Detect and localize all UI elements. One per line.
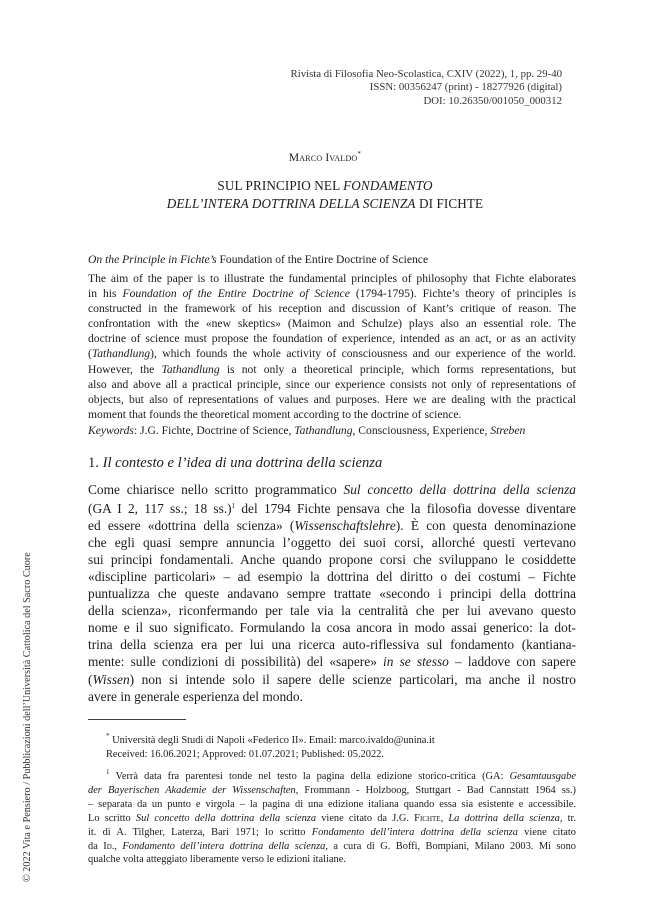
- english-title: [88, 253, 576, 266]
- body-line: che egli quasi sempre annuncia l’oggetto dei suoi corsi, allorché questi vertevano: [88, 535, 576, 551]
- section-heading: [88, 455, 576, 472]
- article-title: [0, 177, 650, 213]
- footnote-ref[interactable]: 1: [231, 502, 236, 511]
- footnote-line: qualche volta atteggiato liberamente verso le edizioni italiane.: [88, 854, 346, 866]
- author-text: Marco Ivaldo: [288, 152, 358, 164]
- abstract-line: The aim of the paper is to illustrate the fundamental principles of philosophy that Fichte elaborates: [88, 272, 576, 285]
- keywords: Keywords: J.G. Fichte, Doctrine of Science, Tathandlung, Consciousness, Experience, Streben: [88, 424, 526, 437]
- title-part: DI FICHTE: [415, 196, 484, 211]
- abstract-line: moment that founds the theoretical moment according to the doctrine of science.: [88, 407, 462, 421]
- body-line: Come chiarisce nello scritto programmatico Sul concetto della dottrina della scienza: [88, 482, 576, 497]
- abstract-line: doctrine of science must propose the foundation of experience, intended as an act, or as an activity: [88, 332, 576, 346]
- body-line: (Wissen) non si intende solo il sapere delle scienze particolari, ma anche il nostro: [88, 671, 576, 687]
- abstract-line: in his Foundation of the Entire Doctrine of Science (1794-1795). Fichte’s theory of principles is: [88, 287, 576, 301]
- body-line: nome e il suo significato. Formulando la cosa ancora in modo assai generico: la dot-: [88, 620, 576, 636]
- abstract: [88, 271, 576, 422]
- body-line: (GA I 2, 117 ss.; 18 ss.)$^1$ del 1794 Fichte pensava che la filosofia dovesse diventare: [88, 501, 576, 517]
- body-line: puntualizza che queste andavano sempre trattate «secondo i principi della dottrina: [88, 586, 576, 602]
- body-text: [88, 481, 576, 705]
- abstract-line: constructed in the framework of his reception and discussion of Kant’s critique of reason. The: [88, 302, 576, 316]
- journal-citation: Rivista di Filosofia Neo-Scolastica, CXIV (2022), 1, pp. 29-40: [290, 68, 562, 80]
- body-line: sui principi fondamentali. Anche quando propone corsi che sviluppano le cosiddette: [88, 552, 576, 568]
- abstract-line: confrontation with the «new skeptics» (Maimon and Schulze) plays also an essential role. The: [88, 317, 576, 331]
- footnote-line: da Id., Fondamento dell’intera dottrina della scienza, a cura di G. Boffi, Bompiani, Milano 2003. Mi sono: [88, 840, 577, 852]
- english-title-roman: Foundation of the Entire Doctrine of Science: [216, 253, 429, 266]
- body-line: mente: sulle condizioni di possibilità) del «sapere» in se stesso – laddove con sapere: [88, 654, 576, 670]
- footnote-line: der Bayerischen Akademie der Wissenschaften, Frommann - Holzboog, Stuttgart - Bad Cannstatt 1964 ss.): [88, 784, 576, 796]
- english-title-italic: On the Principle in Fichte’s: [88, 253, 217, 266]
- journal-info: [291, 68, 563, 108]
- title-part-italic: FONDAMENTO: [343, 178, 433, 193]
- body-line: della scienza», riconfermando per tale via la centralità che per lui avevano questo: [88, 603, 576, 619]
- abstract-line: (Tathandlung), which founds the whole activity of consciousness and our experience of the world.: [88, 347, 576, 361]
- footnote-line: – separata da un punto e virgola – la pagina di una edizione italiana quando essa sia esistente e accessibile.: [88, 798, 576, 810]
- footnote-divider: [88, 719, 186, 720]
- title-line-1: [0, 177, 650, 195]
- title-line-2: [0, 195, 650, 213]
- copyright-text: © 2022 Vita e Pensiero / Pubblicazioni dell’Università Cattolica del Sacro Cuore: [22, 552, 33, 882]
- body-line: «discipline particolari» – ad esempio la dottrina del diritto o dei costumi – Fichte: [88, 569, 576, 585]
- abstract-line: objects, but also of representations of values and purposes. Here we are dealing with the practical: [88, 392, 576, 406]
- footnote-line: Received: 16.06.2021; Approved: 01.07.2021; Published: 05.2022.: [106, 748, 384, 760]
- section-title: Il contesto e l’idea di una dottrina della scienza: [102, 455, 383, 471]
- body-line: trina della scienza era per lui una ricerca auto-riflessiva sul fondamento (kantiana-: [88, 637, 576, 653]
- footnote-line: it. di A. Tilgher, Laterza, Bari 1971; lo scritto Fondamento dell’intera dottrina della scienza viene citato: [88, 826, 577, 838]
- abstract-line: also and above all a practical principle, since our experience consists not only of representations of: [88, 377, 576, 391]
- keywords-label: Keywords: [88, 424, 134, 437]
- footnote-line: $^1$ Verrà data fra parentesi tonde nel testo la pagina della edizione storico-critica (GA: Gesamtausgabe: [106, 768, 576, 782]
- footnote-line: * Università degli Studi di Napoli «Federico II». Email: marco.ivaldo@unina.it: [106, 732, 435, 746]
- abstract-line: However, the Tathandlung is not only a theoretical principle, which forms representations, but: [88, 362, 577, 376]
- body-line: ed essere «dottrina della scienza» (Wissenschaftslehre). È con questa denominazione: [88, 518, 576, 534]
- section-number: 1.: [88, 455, 103, 471]
- author-name: [0, 150, 650, 164]
- journal-doi: DOI: 10.26350/001050_000312: [423, 94, 562, 107]
- title-part-italic: DELL’INTERA DOTTRINA DELLA SCIENZA: [166, 196, 416, 211]
- footnote-author: [88, 730, 576, 762]
- author-footnote-mark: *: [357, 150, 362, 158]
- footnote-1: [88, 766, 576, 867]
- body-line: avere in generale esperienza del mondo.: [88, 688, 303, 704]
- title-part: SUL PRINCIPIO NEL: [217, 178, 344, 193]
- journal-issn: ISSN: 00356247 (print) - 18277926 (digital): [369, 81, 562, 94]
- footnote-line: Lo scritto Sul concetto della dottrina della scienza viene citato da J.G. Fichte, La dottrina della scienza, tr.: [88, 812, 576, 824]
